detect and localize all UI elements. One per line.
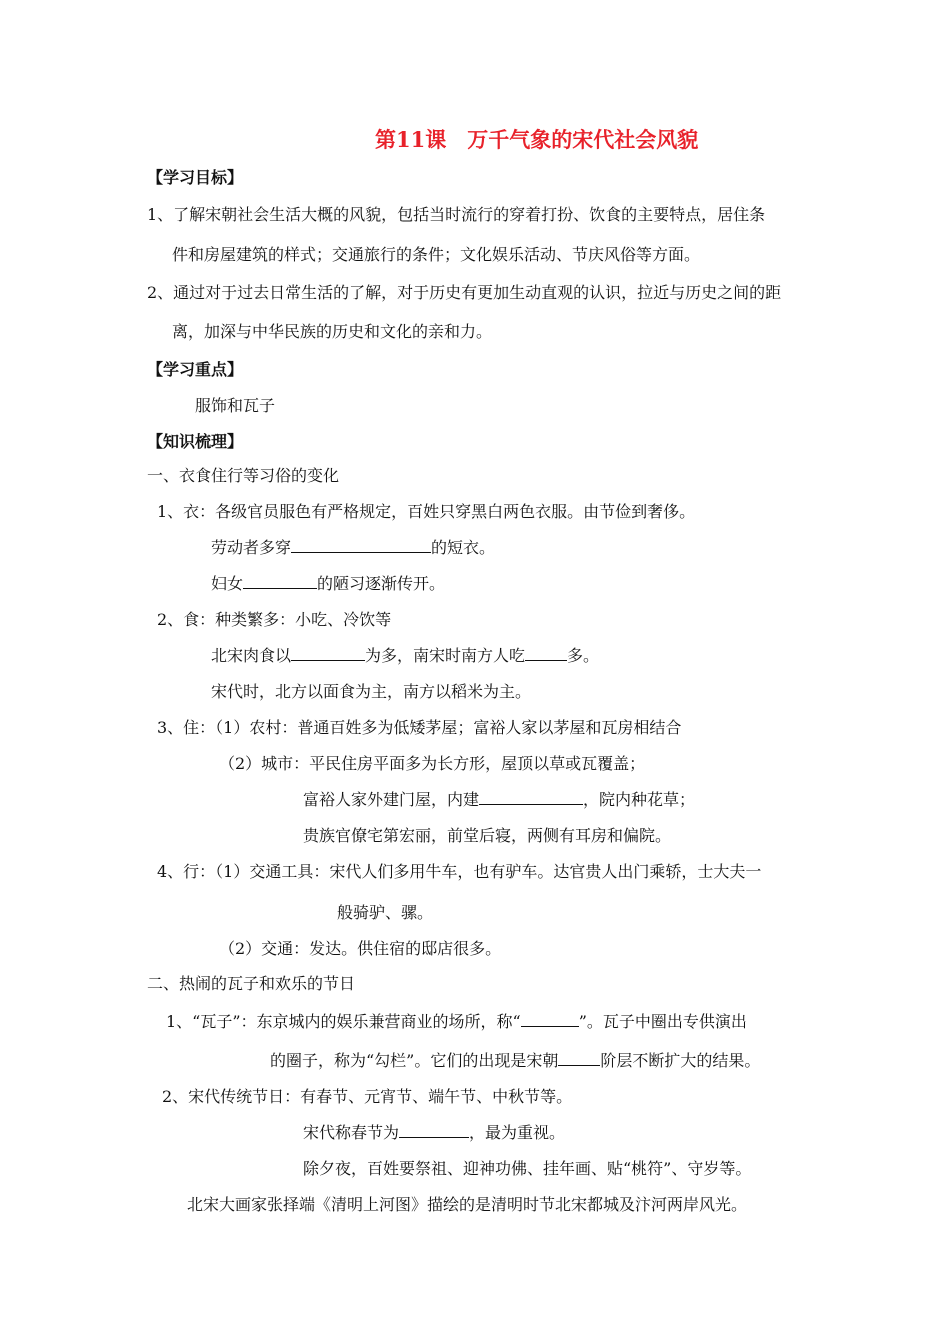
answer-blank[interactable] — [291, 538, 431, 553]
focus-content: 服饰和瓦子 — [195, 396, 276, 415]
new-year-eve-line: 除夕夜，百姓要祭祖、迎神功佛、挂年画、贴“桃符”、守岁等。 — [303, 1159, 752, 1178]
section-2-title: 二、热闹的瓦子和欢乐的节日 — [147, 974, 356, 993]
painting-line: 北宋大画家张择端《清明上河图》描绘的是清明时节北宋都城及汴河两岸风光。 — [187, 1195, 748, 1214]
knowledge-heading: 【知识梳理】 — [147, 432, 244, 451]
objective-1-line-2: 件和房屋建筑的样式；交通旅行的条件；文化娱乐活动、节庆风俗等方面。 — [172, 245, 701, 264]
wazi-line-2-pre: 的圈子，称为“勾栏”。它们的出现是宋朝 — [270, 1051, 559, 1070]
lesson-title: 第11课 万千气象的宋代社会风貌 — [375, 127, 699, 152]
clothing-worker-pre: 劳动者多穿 — [211, 538, 292, 557]
clothing-women-pre: 妇女 — [211, 574, 244, 593]
housing-city-line: （2）城市：平民住房平面多为长方形，屋顶以草或瓦覆盖； — [219, 754, 646, 773]
travel-line-2: 般骑驴、骡。 — [337, 903, 434, 922]
objective-2-line-1: 2、通过对于过去日常生活的了解，对于历史有更加生动直观的认识，拉近与历史之间的距 — [147, 283, 782, 302]
clothing-women-line — [211, 574, 445, 594]
food-staple-line: 宋代时，北方以面食为主，南方以稻米为主。 — [211, 682, 532, 701]
spring-festival-line — [303, 1123, 565, 1143]
spring-festival-post: ，最为重视。 — [469, 1123, 566, 1142]
food-meat-line — [211, 646, 599, 666]
answer-blank[interactable] — [558, 1051, 600, 1066]
answer-blank[interactable] — [525, 646, 567, 661]
festival-line: 2、宋代传统节日：有春节、元宵节、端午节、中秋节等。 — [162, 1087, 573, 1106]
housing-noble-line: 贵族官僚宅第宏丽，前堂后寝，两侧有耳房和偏院。 — [303, 826, 672, 845]
answer-blank[interactable] — [479, 790, 583, 805]
objectives-heading: 【学习目标】 — [147, 168, 244, 187]
answer-blank[interactable] — [521, 1012, 579, 1027]
wazi-line-2-post: 阶层不断扩大的结果。 — [600, 1051, 761, 1070]
wazi-line-1 — [166, 1012, 747, 1032]
food-meat-mid: 为多，南宋时南方人吃 — [365, 646, 526, 665]
clothing-line: 1、衣：各级官员服色有严格规定，百姓只穿黑白两色衣服。由节俭到奢侈。 — [157, 502, 696, 521]
spring-festival-pre: 宋代称春节为 — [303, 1123, 400, 1142]
housing-line: 3、住：（1）农村：普通百姓多为低矮茅屋；富裕人家以茅屋和瓦房相结合 — [157, 718, 682, 737]
wazi-line-1-post: ”。瓦子中圈出专供演出 — [578, 1012, 747, 1031]
clothing-worker-line — [211, 538, 495, 558]
food-line: 2、食：种类繁多：小吃、冷饮等 — [157, 610, 392, 629]
objective-1-line-1: 1、了解宋朝社会生活大概的风貌，包括当时流行的穿着打扮、饮食的主要特点，居住条 — [147, 205, 766, 224]
objective-2-line-2: 离，加深与中华民族的历史和文化的亲和力。 — [172, 322, 493, 341]
food-meat-post: 多。 — [567, 646, 600, 665]
wazi-line-1-pre: 1、“瓦子”：东京城内的娱乐兼营商业的场所，称“ — [166, 1012, 521, 1031]
clothing-women-post: 的陋习逐渐传开。 — [317, 574, 446, 593]
section-1-title: 一、衣食住行等习俗的变化 — [147, 466, 340, 485]
focus-heading: 【学习重点】 — [147, 360, 244, 379]
housing-rich-line — [303, 790, 695, 810]
housing-rich-pre: 富裕人家外建门屋，内建 — [303, 790, 480, 809]
food-meat-pre: 北宋肉食以 — [211, 646, 292, 665]
clothing-worker-post: 的短衣。 — [431, 538, 496, 557]
housing-rich-post: ，院内种花草； — [583, 790, 696, 809]
answer-blank[interactable] — [291, 646, 365, 661]
travel-line-1: 4、行：（1）交通工具：宋代人们多用牛车，也有驴车。达官贵人出门乘轿，士大夫一 — [157, 862, 762, 881]
wazi-line-2 — [270, 1051, 760, 1071]
answer-blank[interactable] — [243, 574, 317, 589]
travel-traffic-line: （2）交通：发达。供住宿的邸店很多。 — [219, 939, 502, 958]
answer-blank[interactable] — [399, 1123, 469, 1138]
